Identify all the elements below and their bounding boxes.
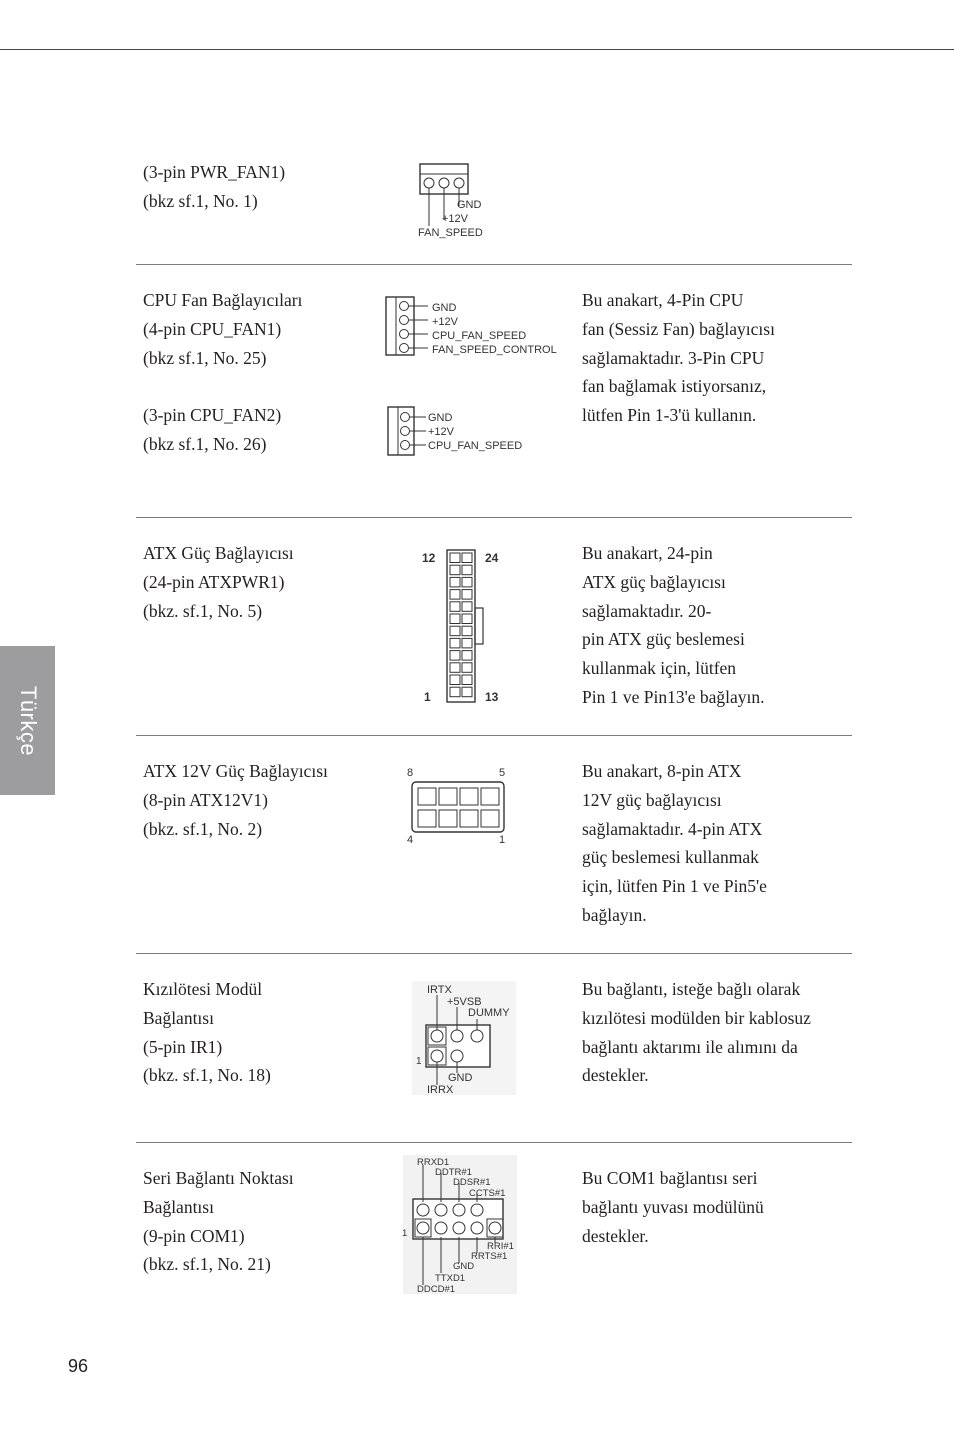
- text-line: ATX Güç Bağlayıcısı: [143, 543, 294, 563]
- text-line: (5-pin IR1): [143, 1036, 223, 1057]
- cpu-fan1-pin-diagram: [384, 294, 557, 360]
- text-line: (bkz sf.1, No. 1): [143, 190, 258, 211]
- text-line: (bkz. sf.1, No. 2): [143, 818, 263, 839]
- atx-power-note: [582, 539, 850, 712]
- section-divider: [136, 735, 852, 736]
- pwr-fan-description: [143, 158, 363, 216]
- text-line: sağlamaktadır. 20-: [582, 600, 712, 621]
- text-line: sağlamaktadır. 3-Pin CPU: [582, 347, 765, 368]
- pin-label-cpu-fan-speed: CPU_FAN_SPEED: [428, 440, 523, 452]
- pin-label-5vsb: +5VSB: [447, 996, 482, 1008]
- language-side-tab: [0, 646, 55, 795]
- com-note: [582, 1164, 850, 1250]
- atx12v-8pin-diagram: [402, 764, 516, 848]
- pin-label-irrx: IRRX: [427, 1084, 454, 1096]
- pin-label-irtx: IRTX: [427, 984, 452, 996]
- pin-number-1: 1: [416, 1056, 422, 1067]
- text-line: fan (Sessiz Fan) bağlayıcısı: [582, 318, 775, 339]
- text-line: ATX 12V Güç Bağlayıcısı: [143, 761, 328, 781]
- pin-label-gnd: GND: [432, 302, 457, 314]
- pin-label-rrts: RRTS#1: [471, 1251, 508, 1262]
- ir-5pin-diagram: [412, 981, 518, 1097]
- pin-number-1: 1: [402, 1228, 408, 1239]
- atx12v-connector: [412, 782, 504, 832]
- text-line: sağlamaktadır. 4-pin ATX: [582, 818, 763, 839]
- pin-number-13: 13: [485, 690, 499, 704]
- com-9pin-diagram: [401, 1155, 519, 1295]
- atx-24pin-diagram: [416, 546, 512, 708]
- pin-label-ddtr: DDTR#1: [435, 1167, 472, 1178]
- text-line: Seri Bağlantı Noktası: [143, 1168, 294, 1188]
- text-line: (9-pin COM1): [143, 1225, 245, 1246]
- section-divider: [136, 264, 852, 265]
- text-line: kızılötesi modülden bir kablosuz: [582, 1007, 811, 1028]
- pin-label-rrxd1: RRXD1: [417, 1157, 450, 1168]
- pin-number-1: 1: [499, 834, 506, 846]
- text-line: Bu COM1 bağlantısı seri: [582, 1168, 758, 1188]
- pin-label-ddsr: DDSR#1: [453, 1177, 491, 1188]
- connector-housing: [412, 782, 504, 832]
- pin-label-gnd: GND: [448, 1072, 473, 1084]
- text-line: CPU Fan Bağlayıcıları: [143, 290, 303, 310]
- pin-label-gnd: GND: [428, 412, 453, 424]
- text-line: bağlantı yuvası modülünü: [582, 1196, 764, 1217]
- text-line: (3-pin PWR_FAN1): [143, 162, 286, 182]
- header-rule: [0, 49, 954, 50]
- text-line: (3-pin CPU_FAN2): [143, 405, 282, 426]
- pin-label-gnd: GND: [457, 199, 482, 211]
- text-line: Bu anakart, 8-pin ATX: [582, 761, 742, 781]
- pin-label-gnd: GND: [453, 1261, 475, 1272]
- pin-number-5: 5: [499, 767, 506, 779]
- text-line: (bkz sf.1, No. 26): [143, 433, 267, 454]
- text-line: için, lütfen Pin 1 ve Pin5'e: [582, 876, 767, 897]
- section-divider: [136, 953, 852, 954]
- text-line: (4-pin CPU_FAN1): [143, 318, 282, 339]
- cpu-fan2-pin-diagram: [386, 404, 526, 458]
- pin-label-12v: +12V: [428, 426, 454, 438]
- pin-number-24: 24: [485, 551, 499, 565]
- text-line: Pin 1 ve Pin13'e bağlayın.: [582, 686, 765, 707]
- atx12v-description: [143, 757, 363, 843]
- text-line: fan bağlamak istiyorsanız,: [582, 376, 767, 397]
- cpu-fan-note: [582, 286, 850, 430]
- pin-label-cpu-fan-speed: CPU_FAN_SPEED: [432, 330, 527, 342]
- text-line: pin ATX güç beslemesi: [582, 629, 745, 650]
- pin-number-12: 12: [422, 551, 436, 565]
- text-line: (bkz sf.1, No. 25): [143, 347, 267, 368]
- text-line: Bu bağlantı, isteğe bağlı olarak: [582, 979, 801, 999]
- text-line: (bkz. sf.1, No. 21): [143, 1254, 271, 1275]
- pin-label-dummy: DUMMY: [468, 1007, 510, 1019]
- ir-description: [143, 975, 363, 1090]
- atx-power-description: [143, 539, 363, 625]
- text-line: (8-pin ATX12V1): [143, 789, 268, 810]
- com-description: [143, 1164, 363, 1279]
- text-line: ATX güç bağlayıcısı: [582, 571, 726, 592]
- text-line: destekler.: [582, 1225, 649, 1246]
- cpu-fan-description: [143, 286, 363, 459]
- pin-label-ccts: CCTS#1: [469, 1188, 506, 1199]
- pin-number-8: 8: [407, 767, 414, 779]
- text-line: lütfen Pin 1-3'ü kullanın.: [582, 405, 757, 426]
- pin-label-ddcd: DDCD#1: [417, 1284, 456, 1295]
- text-line: Kızılötesi Modül: [143, 979, 263, 999]
- text-line: (24-pin ATXPWR1): [143, 571, 285, 592]
- text-line: 12V güç bağlayıcısı: [582, 789, 722, 810]
- text-line: (bkz. sf.1, No. 5): [143, 600, 263, 621]
- pin-label-fan-speed-control: FAN_SPEED_CONTROL: [432, 344, 557, 356]
- page-number: 96: [68, 1356, 89, 1376]
- text-line: bağlantı aktarımı ile alımını da: [582, 1036, 798, 1057]
- section-divider: [136, 517, 852, 518]
- text-line: güç beslemesi kullanmak: [582, 847, 759, 868]
- pin-label-ttxd1: TTXD1: [435, 1273, 466, 1284]
- connector-latch: [475, 608, 483, 644]
- pin-label-12v: +12V: [442, 213, 468, 225]
- pin-label-rri: RRI#1: [487, 1241, 514, 1252]
- text-line: Bağlantısı: [143, 1007, 214, 1028]
- atx-24pin-connector: [447, 550, 483, 702]
- text-line: Bağlantısı: [143, 1196, 214, 1217]
- text-line: Bu anakart, 24-pin: [582, 543, 713, 563]
- text-line: kullanmak için, lütfen: [582, 658, 737, 679]
- pin-number-1: 1: [424, 690, 431, 704]
- text-line: (bkz. sf.1, No. 18): [143, 1065, 271, 1086]
- text-line: destekler.: [582, 1065, 649, 1086]
- pin-label-fan-speed: FAN_SPEED: [418, 227, 483, 239]
- pin-number-4: 4: [407, 834, 414, 846]
- pwr-fan-pin-diagram: [414, 160, 504, 242]
- language-tab-label: Türkçe: [15, 685, 41, 756]
- atx12v-note: [582, 757, 850, 930]
- text-line: Bu anakart, 4-Pin CPU: [582, 290, 744, 310]
- section-divider: [136, 1142, 852, 1143]
- pin-label-12v: +12V: [432, 316, 458, 328]
- text-line: bağlayın.: [582, 904, 647, 925]
- ir-note: [582, 975, 852, 1090]
